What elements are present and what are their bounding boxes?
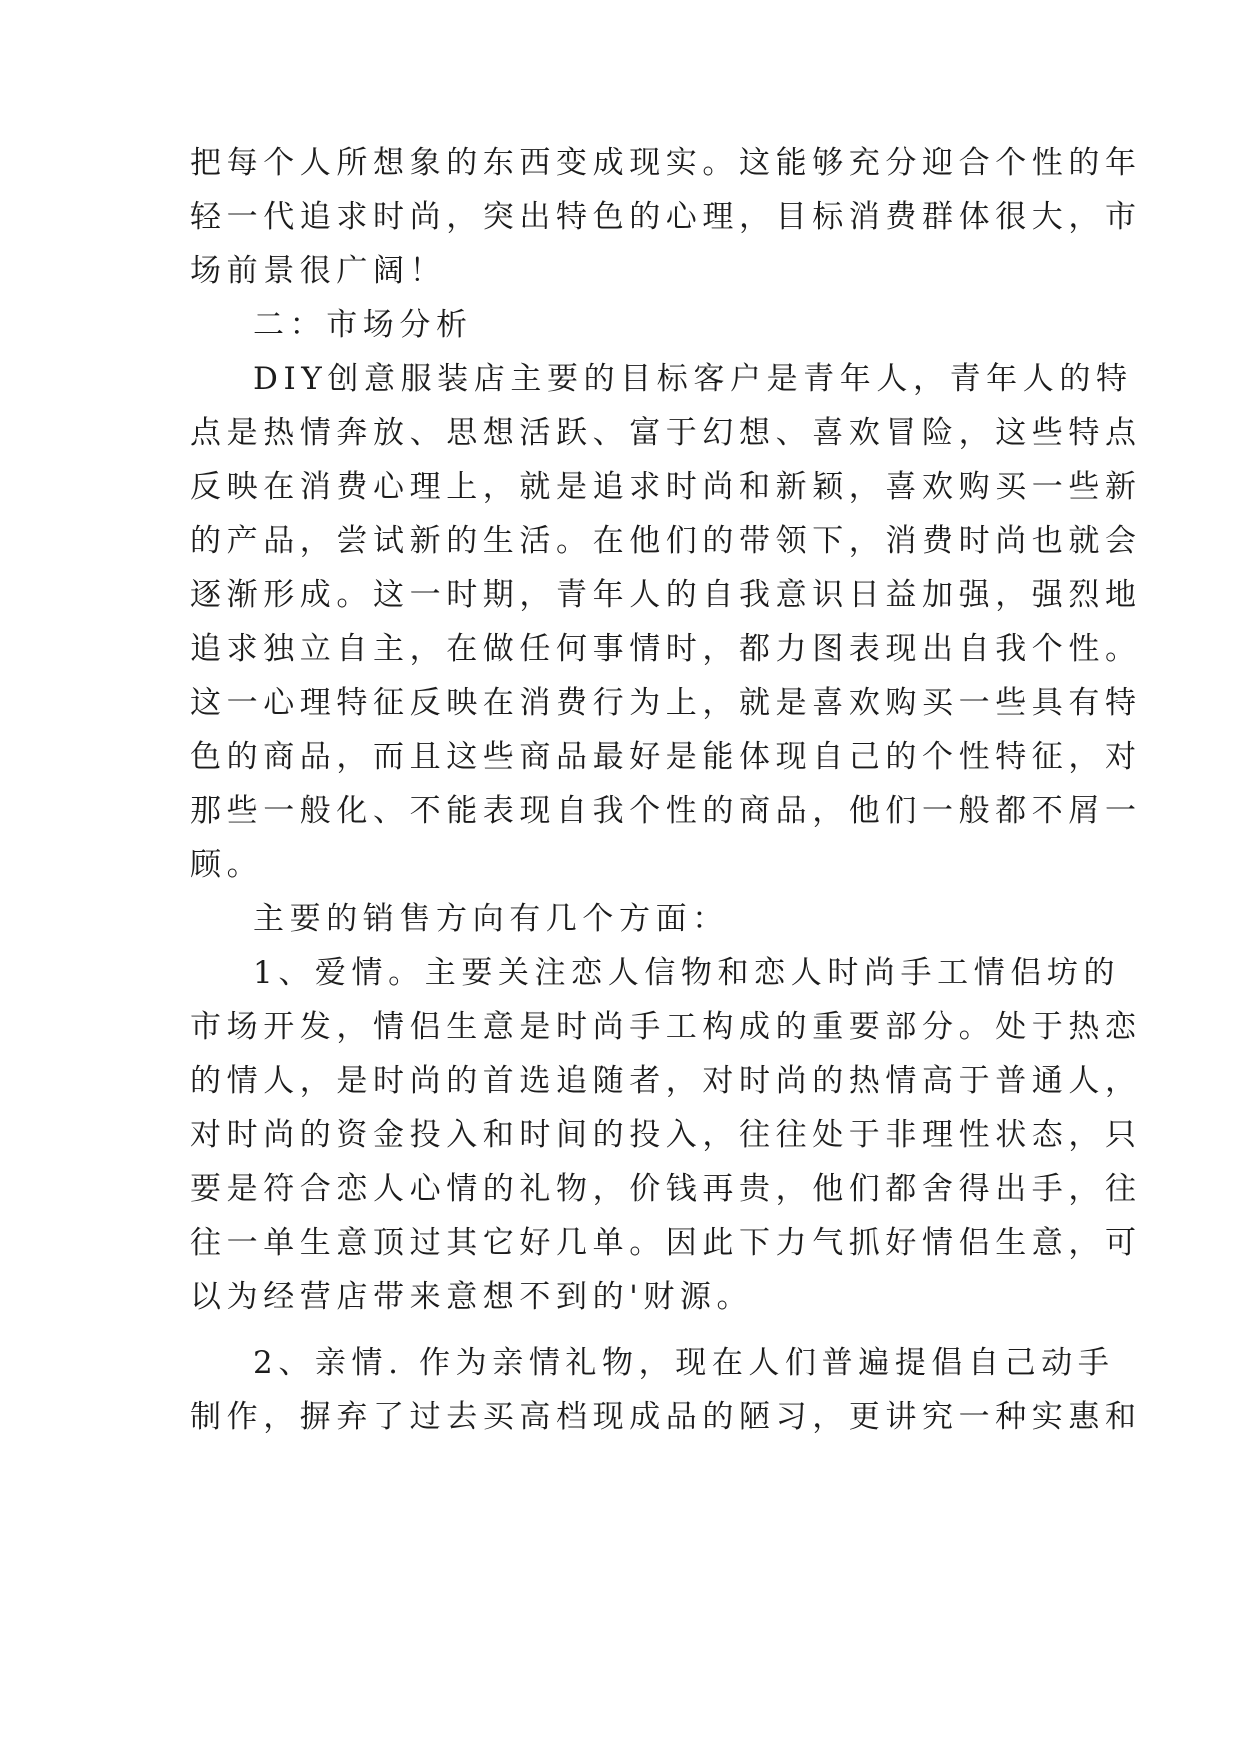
text-line-3: 场前景很广阔！	[190, 253, 447, 289]
text-line-20: 要是符合恋人心情的礼物，价钱再贵，他们都舍得出手，往	[190, 1171, 1142, 1207]
text-line-5: DIY创意服装店主要的目标客户是青年人，青年人的特	[253, 361, 1133, 397]
text-line-8: 的产品，尝试新的生活。在他们的带领下，消费时尚也就会	[190, 523, 1142, 559]
text-line-17: 市场开发，情侣生意是时尚手工构成的重要部分。处于热恋	[190, 1009, 1142, 1045]
text-line-22: 以为经营店带来意想不到的'财源。	[190, 1279, 754, 1315]
text-line-13: 那些一般化、不能表现自我个性的商品，他们一般都不屑一	[190, 793, 1142, 829]
sales-directions-heading: 主要的销售方向有几个方面：	[253, 901, 729, 937]
text-line-21: 往一单生意顶过其它好几单。因此下力气抓好情侣生意，可	[190, 1225, 1142, 1261]
text-line-7: 反映在消费心理上，就是追求时尚和新颖，喜欢购买一些新	[190, 469, 1142, 505]
text-line-24: 制作，摒弃了过去买高档现成品的陋习，更讲究一种实惠和	[190, 1399, 1142, 1435]
text-line-16: 1、爱情。主要关注恋人信物和恋人时尚手工情侣坊的	[253, 955, 1121, 991]
text-line-11: 这一心理特征反映在消费行为上，就是喜欢购买一些具有特	[190, 685, 1142, 721]
text-line-9: 逐渐形成。这一时期，青年人的自我意识日益加强，强烈地	[190, 577, 1142, 613]
text-line-19: 对时尚的资金投入和时间的投入，往往处于非理性状态，只	[190, 1117, 1142, 1153]
text-line-12: 色的商品，而且这些商品最好是能体现自己的个性特征，对	[190, 739, 1142, 775]
text-line-23: 2、亲情. 作为亲情礼物，现在人们普遍提倡自己动手	[253, 1345, 1115, 1381]
text-line-18: 的情人，是时尚的首选追随者，对时尚的热情高于普通人，	[190, 1063, 1142, 1099]
text-line-14: 顾。	[190, 847, 264, 883]
text-line-6: 点是热情奔放、思想活跃、富于幻想、喜欢冒险，这些特点	[190, 415, 1142, 451]
text-line-10: 追求独立自主，在做任何事情时，都力图表现出自我个性。	[190, 631, 1142, 667]
section-heading-market-analysis: 二：市场分析	[253, 307, 473, 343]
text-line-1: 把每个人所想象的东西变成现实。这能够充分迎合个性的年	[190, 145, 1142, 181]
text-line-2: 轻一代追求时尚，突出特色的心理，目标消费群体很大，市	[190, 199, 1142, 235]
